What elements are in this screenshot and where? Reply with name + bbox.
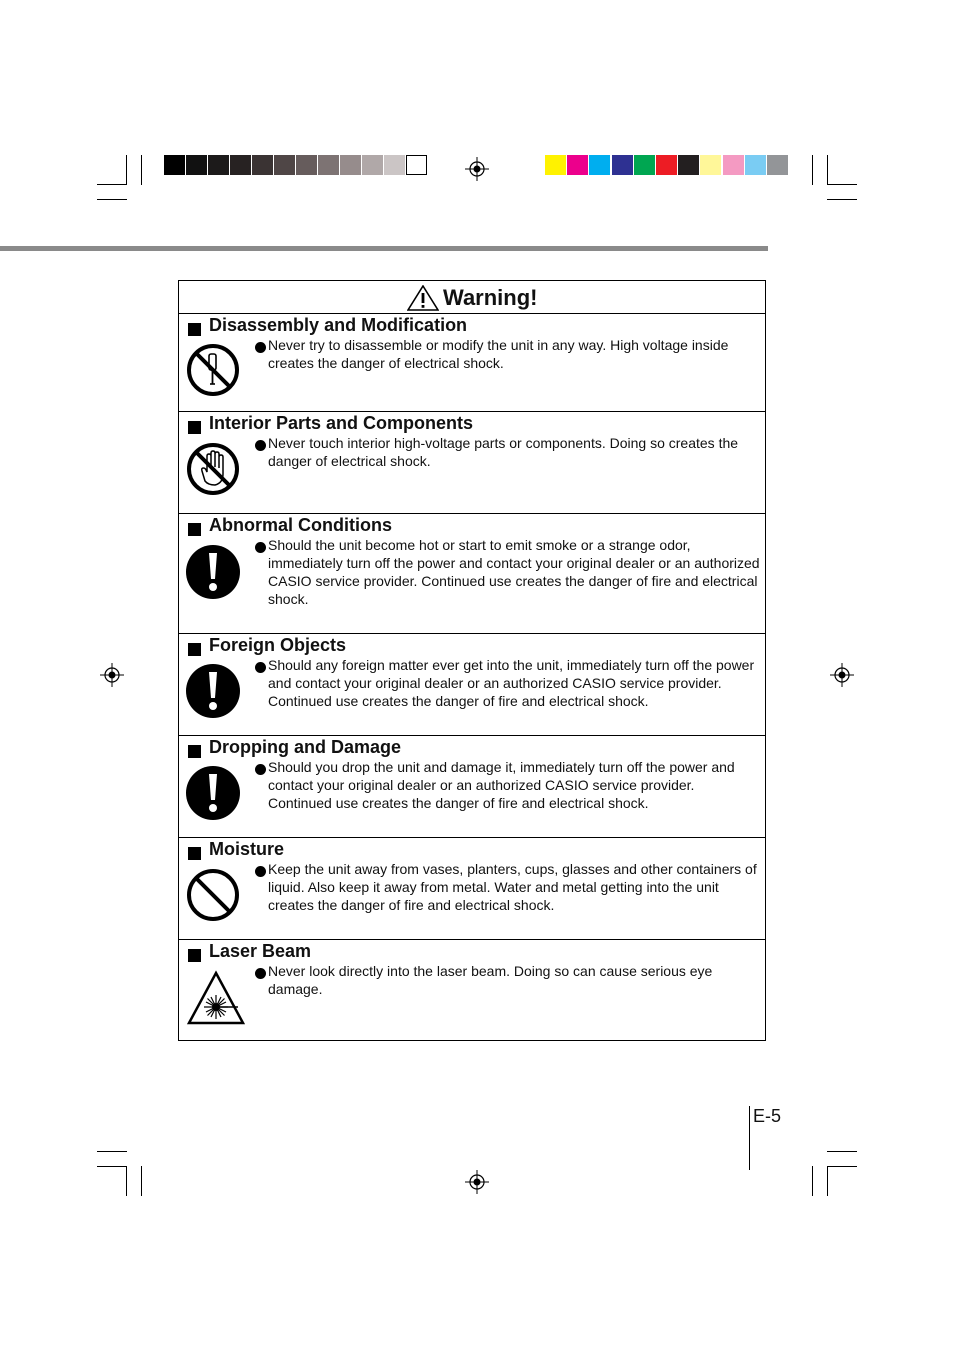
square-bullet-icon: [188, 847, 201, 860]
color-swatch: [656, 155, 677, 175]
gray-swatch: [362, 155, 383, 175]
header-rule: [0, 246, 768, 251]
gray-swatch: [186, 155, 207, 175]
section-text: Never try to disassemble or modify the unit in any way. High voltage inside creates the danger of electrical shock.: [268, 337, 729, 371]
round-bullet-icon: [255, 764, 266, 775]
gray-swatch: [208, 155, 229, 175]
no-disassembly-icon: [185, 342, 241, 398]
color-swatch: [723, 155, 744, 175]
gray-swatch: [340, 155, 361, 175]
color-swatch: [678, 155, 699, 175]
prohibition-icon: [185, 867, 241, 923]
section-title: Interior Parts and Components: [209, 413, 474, 433]
color-swatch: [612, 155, 633, 175]
round-bullet-icon: [255, 968, 266, 979]
crop-mark: [141, 1166, 142, 1196]
gray-swatch: [252, 155, 273, 175]
section-laser-beam: [179, 940, 765, 1040]
crop-mark: [141, 155, 142, 185]
section-title: Foreign Objects: [209, 635, 347, 655]
color-swatch: [567, 155, 588, 175]
square-bullet-icon: [188, 643, 201, 656]
crop-mark: [126, 155, 127, 185]
exclamation-icon: [185, 663, 241, 719]
gray-swatch: [274, 155, 295, 175]
section-text: Should any foreign matter ever get into the unit, immediately turn off the power and contact your original dealer or an authorized CASIO service provider. Continued use creates the danger of fire and electrical shock.: [268, 657, 755, 709]
exclamation-icon: [185, 765, 241, 821]
square-bullet-icon: [188, 421, 201, 434]
section-title: Dropping and Damage: [209, 737, 402, 757]
round-bullet-icon: [255, 866, 266, 877]
warning-box: [178, 280, 766, 1041]
crop-mark: [827, 1151, 857, 1152]
crop-mark: [97, 1166, 127, 1167]
warning-title: Warning!: [443, 285, 538, 310]
section-moisture: [179, 838, 765, 940]
color-swatch: [589, 155, 610, 175]
color-swatch: [767, 155, 788, 175]
section-abnormal-conditions: [179, 514, 765, 634]
section-title: Laser Beam: [209, 941, 312, 961]
registration-mark-icon: [830, 663, 854, 687]
crop-mark: [126, 1166, 127, 1196]
section-text: Should the unit become hot or start to emit smoke or a strange odor, immediately turn off the power and contact your original dealer or an authorized CASIO service provider. Continued use creates the danger of fire and electrical shock.: [268, 537, 760, 607]
no-touch-hand-icon: [185, 441, 241, 497]
square-bullet-icon: [188, 523, 201, 536]
round-bullet-icon: [255, 542, 266, 553]
warning-triangle-icon: [407, 285, 439, 311]
gray-swatch: [296, 155, 317, 175]
square-bullet-icon: [188, 323, 201, 336]
crop-mark: [827, 1166, 857, 1167]
square-bullet-icon: [188, 745, 201, 758]
color-swatch: [745, 155, 766, 175]
page-number-divider: [749, 1106, 750, 1170]
color-swatch: [700, 155, 721, 175]
section-text: Never touch interior high-voltage parts or components. Doing so creates the danger of electrical shock.: [268, 435, 739, 469]
section-title: Disassembly and Modification: [209, 315, 468, 335]
round-bullet-icon: [255, 342, 266, 353]
registration-mark-icon: [100, 663, 124, 687]
gray-swatch: [384, 155, 405, 175]
crop-mark: [812, 1166, 813, 1196]
color-swatch: [545, 155, 566, 175]
section-text: Should you drop the unit and damage it, immediately turn off the power and contact your original dealer or an authorized CASIO service provider. Continued use creates the danger of fire and electrical shock.: [268, 759, 735, 811]
laser-warning-icon: [186, 970, 246, 1026]
gray-swatch: [318, 155, 339, 175]
color-swatch: [634, 155, 655, 175]
crop-mark: [827, 155, 828, 185]
crop-mark: [827, 184, 857, 185]
registration-mark-icon: [465, 157, 489, 181]
warning-header: [179, 281, 765, 314]
round-bullet-icon: [255, 662, 266, 673]
crop-mark: [812, 155, 813, 185]
crop-mark: [827, 1166, 828, 1196]
section-title: Abnormal Conditions: [209, 515, 392, 535]
section-text: Keep the unit away from vases, planters, cups, glasses and other containers of liquid. Also keep it away from metal. Water and metal getting into the unit creates the danger of fire and electrical shock.: [268, 861, 757, 913]
crop-mark: [97, 1151, 127, 1152]
square-bullet-icon: [188, 949, 201, 962]
crop-mark: [827, 199, 857, 200]
crop-mark: [97, 199, 127, 200]
section-interior-parts: [179, 412, 765, 514]
crop-mark: [97, 184, 127, 185]
section-disassembly: [179, 314, 765, 412]
gray-swatch: [164, 155, 185, 175]
registration-mark-icon: [465, 1170, 489, 1194]
section-foreign-objects: [179, 634, 765, 736]
section-dropping-damage: [179, 736, 765, 838]
section-text: Never look directly into the laser beam. Doing so can cause serious eye damage.: [268, 963, 713, 997]
gray-swatch: [230, 155, 251, 175]
exclamation-icon: [185, 544, 241, 600]
round-bullet-icon: [255, 440, 266, 451]
gray-swatch: [406, 155, 427, 175]
page-number: E-5: [753, 1106, 782, 1126]
section-title: Moisture: [209, 839, 285, 859]
